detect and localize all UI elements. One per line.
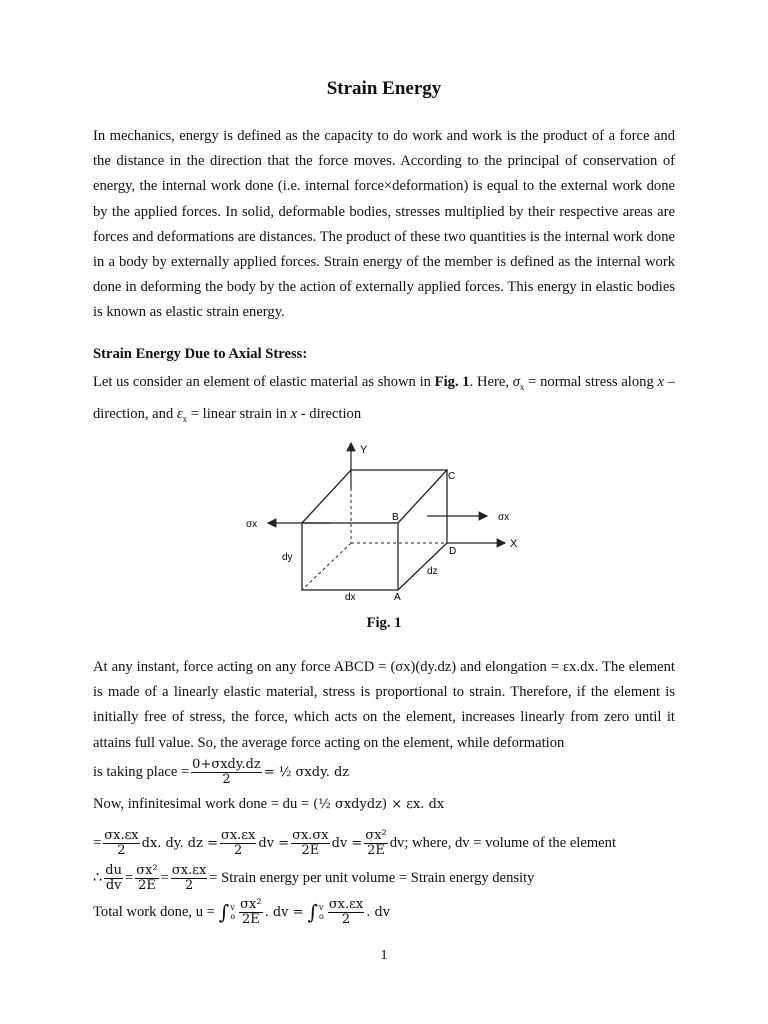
x-axis-label: X: [510, 538, 518, 550]
intro-paragraph: In mechanics, energy is defined as the capacity to do work and work is the product of a force and the distance in the direction that the force moves. According to the principal of conservation of energy, the internal work done (i.e. internal force×deformation) is equal to the external work done by the applied forces. In solid, deformable bodies, stresses multiplied by their respective areas are forces and deformations are distances. The product of these two quantities is the internal work done in a body by externally applied forces. Strain energy of the member is defined as the internal work done in deforming the body by the action of externally applied forces. This energy in elastic bodies is known as elastic strain energy.: [93, 128, 675, 321]
fraction: $\frac{\sigma x.\varepsilon x}{2}$: [104, 828, 139, 858]
equation-work-volume: = $\frac{\sigma x.\varepsilon x}{2}$ dx. dy. dz = $\frac{\sigma x.\varepsilon x}{2}$ dv = $\frac{\sigma x.\sigma x}{2E}$ dv = $\frac{\text{σx²}}{2E}$ dv; where, dv = volume of the element: [93, 828, 617, 858]
para-text: = normal stress along: [524, 374, 658, 390]
x-variable: x: [290, 405, 298, 422]
section-paragraph: [93, 369, 675, 433]
section-heading: Strain Energy Due to Axial Stress:: [93, 346, 308, 362]
fraction: $\frac{\text{σx²}}{2E}$: [136, 863, 158, 893]
fraction: $\frac{\sigma x.\varepsilon x}{2}$: [328, 897, 364, 927]
para-text: – direction, and: [93, 374, 675, 422]
y-axis-label: Y: [360, 444, 368, 456]
hidden-edge: [302, 543, 351, 590]
dx-label: dx: [345, 592, 356, 603]
eq-text: . dv =: [264, 904, 304, 920]
eq-text: dv =: [331, 835, 363, 851]
fraction: $\frac{\text{0+σxdy.dz}}{2}$: [192, 757, 261, 787]
eq-text: dv; where, dv = volume of the element: [389, 834, 617, 851]
therefore-symbol: ∴: [93, 870, 103, 887]
para-text: = linear strain in: [187, 405, 291, 422]
corner-a-label: A: [394, 592, 401, 603]
eq-text: (½ σxdydz) × εx. dx: [313, 797, 445, 812]
fraction: $\frac{\sigma x.\varepsilon x}{2}$: [220, 828, 256, 858]
cube-top-face: [302, 470, 447, 523]
eq-text: = Strain energy per unit volume = Strain energy density: [209, 869, 535, 886]
fraction: $\frac{\sigma x.\sigma x}{2E}$: [292, 828, 329, 858]
figure-caption: Fig. 1: [366, 615, 402, 631]
integral-limits: v o: [318, 902, 324, 922]
para-text: . Here,: [469, 374, 513, 390]
corner-d-label: D: [449, 546, 457, 557]
eq-text: Now, infinitesimal work done = du =: [93, 796, 310, 812]
corner-c-label: C: [448, 471, 456, 482]
sigma-right-label: σx: [498, 512, 510, 523]
equation-average-force: [93, 758, 349, 786]
para-text: Let us consider an element of elastic material as shown in: [93, 374, 435, 390]
epsilon-symbol: ε: [176, 405, 183, 422]
epsilon-subscript: x: [182, 413, 188, 424]
fraction: $\frac{\text{σx²}}{2E}$: [365, 828, 387, 858]
sigma-subscript: x: [519, 381, 525, 392]
eq-text: dx. dy. dz =: [141, 835, 218, 851]
equation-total-work: Total work done, u = ∫ v o $\frac{\text{σx²}}{2E}$ . dv = ∫ v o $\frac{\sigma x.\varepsilon x}{2}$ . dv: [93, 897, 391, 927]
corner-b-label: B: [392, 512, 399, 523]
x-variable: x: [657, 374, 664, 390]
equation-work-done: [93, 796, 444, 813]
fraction: $\frac{\sigma x.\varepsilon x}{2}$: [171, 863, 207, 893]
instant-paragraph: At any instant, force acting on any force ABCD = (σx)(dy.dz) and elongation = εx.dx. The element is made of a linearly elastic material, stress is proportional to strain. Therefore, if the element is initially free of stress, the force, which acts on the element, increases linearly from zero until it attains full value. So, the average force acting on the element, while deformation: [93, 659, 675, 751]
para-text: - direction: [297, 405, 362, 422]
sigma-symbol: σ: [512, 374, 520, 390]
eq-text: dv =: [258, 835, 290, 851]
eq-text: is taking place =: [93, 763, 190, 780]
equation-strain-energy-density: ∴ $\frac{du}{dv}$ = $\frac{\text{σx²}}{2E}$ = $\frac{\sigma x.\varepsilon x}{2}$ = Strain energy per unit volume = Strain energy density: [93, 863, 535, 893]
fraction: $\frac{\text{σx²}}{2E}$: [240, 897, 262, 927]
figure-reference: Fig. 1: [434, 374, 470, 390]
cube-front-face: [302, 523, 398, 590]
dz-label: dz: [427, 566, 438, 577]
fraction: $\frac{du}{dv}$: [105, 863, 122, 893]
eq-text: . dv: [366, 904, 391, 920]
page-title: Strain Energy: [326, 78, 442, 99]
integral-limits: v o: [230, 902, 236, 922]
eq-text: = ½ σxdy. dz: [263, 764, 350, 780]
cube-right-face: [398, 470, 447, 590]
page-number: 1: [380, 948, 388, 963]
dy-label: dy: [282, 552, 293, 563]
element-cube-figure: [230, 433, 540, 608]
sigma-left-label: σx: [246, 519, 258, 530]
eq-text: Total work done, u =: [93, 903, 215, 920]
